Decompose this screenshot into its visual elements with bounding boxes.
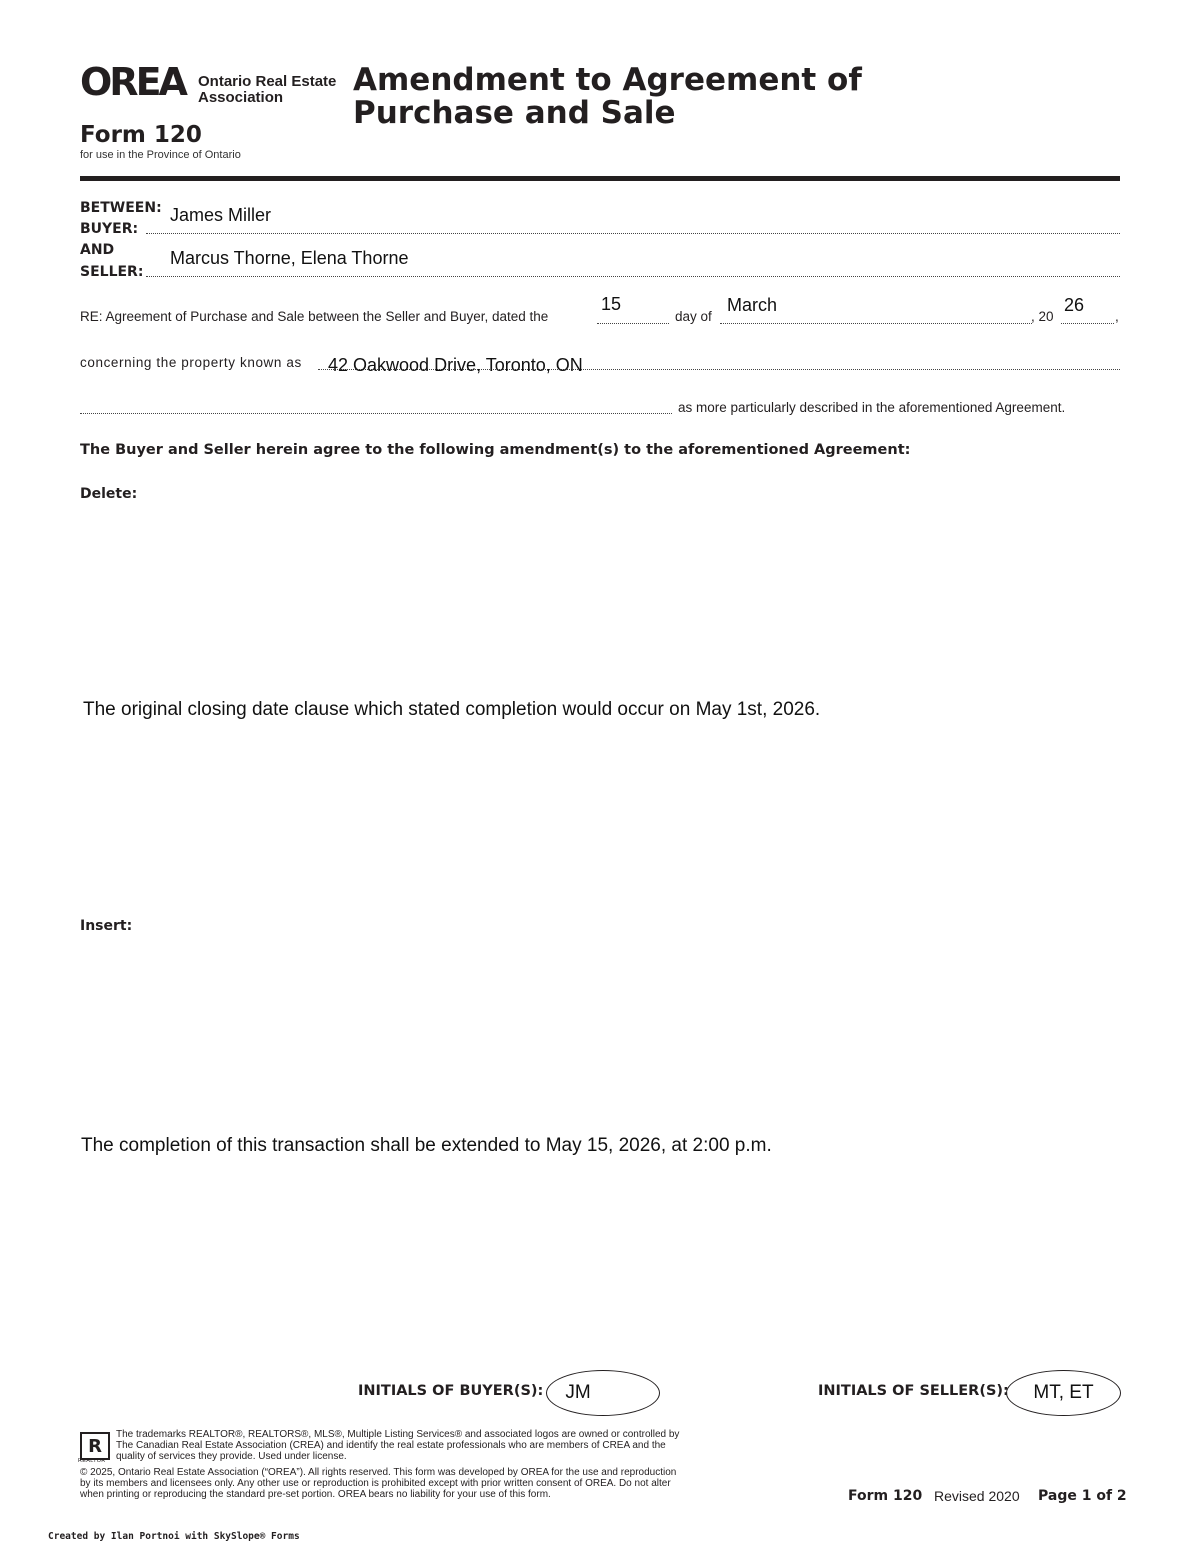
realtor-tag: REALTOR bbox=[78, 1458, 106, 1464]
year-field[interactable]: 26 bbox=[1064, 295, 1085, 315]
delete-text[interactable]: The original closing date clause which stated completion would occur on May 1st, 2026. bbox=[83, 699, 821, 720]
year-dotted-line bbox=[1061, 323, 1114, 324]
trademark-line3: quality of services they provide. Used under license. bbox=[116, 1451, 347, 1462]
seller-dotted-line bbox=[146, 276, 1120, 277]
year-suffix: , bbox=[1115, 309, 1119, 324]
footer-revised: Revised 2020 bbox=[934, 1488, 1020, 1504]
seller-label: SELLER: bbox=[80, 264, 144, 280]
copyright-line1: © 2025, Ontario Real Estate Association (“OREA”). All rights reserved. This form was developed by OREA for the use and reproduction bbox=[80, 1467, 677, 1478]
footer-form-number: Form 120 bbox=[848, 1488, 923, 1504]
property-label: concerning the property known as bbox=[80, 355, 302, 370]
buyer-dotted-line bbox=[146, 233, 1120, 234]
property-dotted-line-2 bbox=[80, 413, 672, 414]
buyer-field[interactable]: James Miller bbox=[170, 205, 272, 225]
title-line2: Purchase and Sale bbox=[353, 95, 676, 131]
seller-initials-field[interactable] bbox=[1006, 1370, 1121, 1416]
form-subtitle: for use in the Province of Ontario bbox=[80, 149, 241, 161]
day-of-label: day of bbox=[675, 309, 712, 324]
and-label: AND bbox=[80, 242, 115, 258]
created-by-note: Created by Ilan Portnoi with SkySlope® Forms bbox=[48, 1531, 300, 1542]
property-suffix: as more particularly described in the aforementioned Agreement. bbox=[678, 400, 1066, 415]
buyer-label: BUYER: bbox=[80, 221, 139, 237]
trademark-line1: The trademarks REALTOR®, REALTORS®, MLS®, Multiple Listing Services® and associated logos are owned or controlled by bbox=[116, 1429, 680, 1440]
title-line1: Amendment to Agreement of bbox=[353, 62, 862, 98]
form-number: Form 120 bbox=[80, 122, 202, 148]
buyer-initials-value: JM bbox=[565, 1382, 591, 1403]
seller-initials-label: INITIALS OF SELLER(S): bbox=[818, 1383, 1009, 1399]
property-field[interactable]: 42 Oakwood Drive, Toronto, ON bbox=[328, 355, 583, 375]
orea-logo-text bbox=[198, 74, 336, 106]
trademark-line2: The Canadian Real Estate Association (CREA) and identify the real estate professionals who are members of CREA and the bbox=[116, 1440, 666, 1451]
orea-logo: OREA bbox=[80, 60, 185, 104]
seller-field[interactable]: Marcus Thorne, Elena Thorne bbox=[170, 248, 409, 268]
year-prefix: , 20 bbox=[1031, 309, 1054, 324]
footer-page-number: Page 1 of 2 bbox=[1038, 1488, 1127, 1504]
copyright-notice bbox=[80, 1467, 676, 1500]
realtor-logo: R bbox=[80, 1432, 110, 1460]
copyright-line2: by its members and licensees only. Any other use or reproduction is prohibited except with prior written consent of OREA. Do not alter bbox=[80, 1478, 671, 1489]
logo-text-line1: Ontario Real Estate bbox=[198, 73, 337, 90]
day-field[interactable]: 15 bbox=[601, 294, 622, 314]
page-title bbox=[353, 64, 862, 130]
agreement-statement: The Buyer and Seller herein agree to the following amendment(s) to the aforementioned Agreement: bbox=[80, 442, 911, 458]
buyer-initials-label: INITIALS OF BUYER(S): bbox=[358, 1383, 544, 1399]
buyer-initials-field[interactable] bbox=[546, 1370, 660, 1416]
seller-initials-value: MT, ET bbox=[1033, 1382, 1094, 1403]
logo-text-line2: Association bbox=[198, 89, 284, 106]
between-label: BETWEEN: bbox=[80, 200, 162, 216]
re-prefix: RE: Agreement of Purchase and Sale between the Seller and Buyer, dated the bbox=[80, 309, 549, 324]
insert-label: Insert: bbox=[80, 918, 133, 934]
month-dotted-line bbox=[720, 323, 1032, 324]
delete-label: Delete: bbox=[80, 486, 138, 502]
insert-text[interactable]: The completion of this transaction shall be extended to May 15, 2026, at 2:00 p.m. bbox=[81, 1135, 772, 1156]
copyright-line3: when printing or reproducing the standard pre-set portion. OREA bears no liability for your use of this form. bbox=[80, 1489, 551, 1500]
month-field[interactable]: March bbox=[727, 295, 778, 315]
header-divider bbox=[80, 176, 1120, 181]
day-dotted-line bbox=[597, 323, 669, 324]
trademark-notice bbox=[116, 1429, 679, 1462]
